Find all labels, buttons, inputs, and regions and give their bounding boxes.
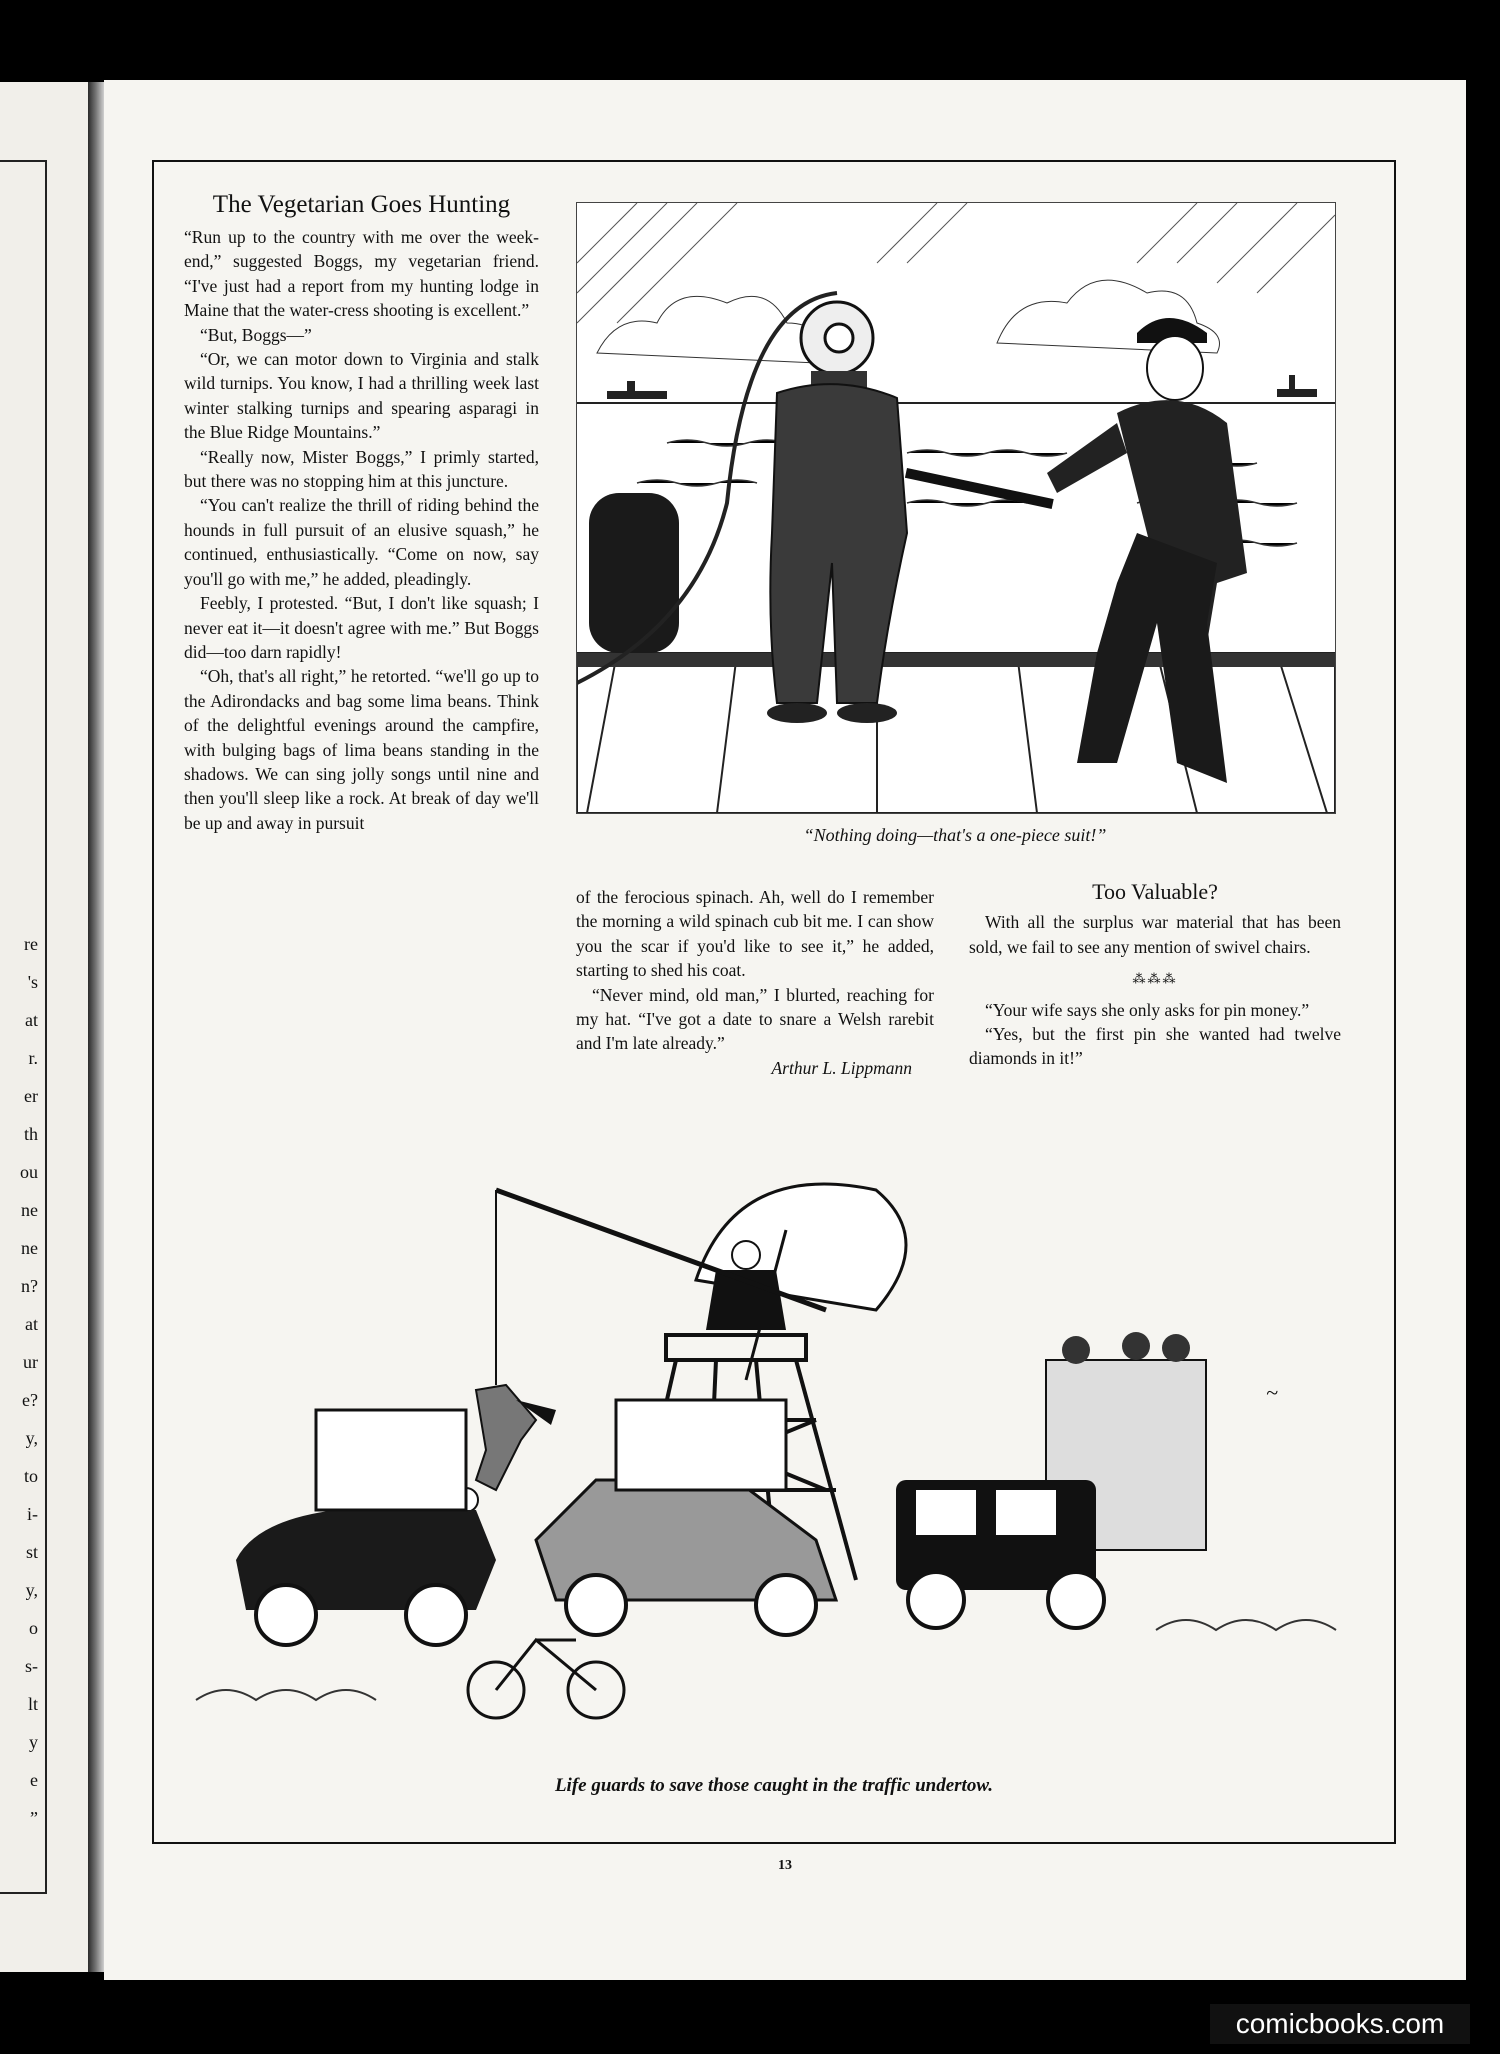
left-page-fragment: at xyxy=(25,1314,38,1334)
left-page-fragment: r. xyxy=(28,1048,38,1068)
hooked-man xyxy=(454,1385,556,1512)
left-page-fragment: y, xyxy=(25,1580,38,1600)
left-page-fragment: i- xyxy=(27,1504,38,1524)
paragraph: “Or, we can motor down to Virginia and stalk wild turnips. You know, I had a thrilling week last winter stalking turnips and spearing asparagi in the Blue Ridge Mountains.” xyxy=(184,349,539,443)
paragraph: “Run up to the country with me over the week-end,” suggested Boggs, my vegetarian friend. “I've just had a report from my hunting lodge in Maine that the water-cress shooting is excellent.” xyxy=(184,227,539,321)
left-page-fragment: at xyxy=(25,1010,38,1030)
left-page-fragment: ne xyxy=(21,1238,38,1258)
page-number: 13 xyxy=(778,1858,792,1873)
left-page-fragment: ur xyxy=(23,1352,38,1372)
article-column-2-text xyxy=(576,885,934,1056)
diver-cartoon xyxy=(576,202,1336,814)
paragraph: “Yes, but the first pin she wanted had twelve diamonds in it!” xyxy=(969,1024,1341,1069)
paragraph: “Never mind, old man,” I blurted, reaching for my hat. “I've got a date to snare a Welsh rarebit and I'm late already.” xyxy=(576,984,934,1054)
pier-deck xyxy=(577,653,1335,813)
diver-cartoon-drawing xyxy=(577,203,1335,813)
article-title-too-valuable: Too Valuable? xyxy=(1092,879,1218,904)
book-spine xyxy=(88,82,104,1972)
left-page-fragment: 's xyxy=(27,972,38,992)
article-column-2 xyxy=(576,885,934,1080)
left-page-fragment: ou xyxy=(20,1162,38,1182)
paragraph: “Really now, Mister Boggs,” I primly started, but there was no stopping him at this juncture. xyxy=(184,446,539,492)
traffic-cartoon-caption: Life guards to save those caught in the traffic undertow. xyxy=(554,1775,994,1796)
left-page-fragment: n? xyxy=(21,1276,38,1296)
article-too-valuable xyxy=(969,880,1341,1071)
paragraph: “But, Boggs—” xyxy=(200,324,312,345)
cloud xyxy=(597,296,819,363)
section-separator: ⁂⁂⁂ xyxy=(1132,971,1178,987)
left-page-fragment: e xyxy=(30,1770,38,1790)
paragraph: “You can't realize the thrill of riding behind the hounds in full pursuit of an elusive squash,” he continued, enthusiastically. “Come on now, say you'll go with me,” he added, pleadingly. xyxy=(184,495,539,589)
paragraph: “Oh, that's all right,” he retorted. “we'll go up to the Adirondacks and bag some lima beans. Think of the delightful evenings around the campfire, with bulging bags of lima beans standing in the shadows. We can sing jolly songs until nine and then you'll sleep like a rock. At break of day we'll be up and away in pursuit xyxy=(184,666,539,833)
left-page-edge xyxy=(0,82,91,1972)
article-title: The Vegetarian Goes Hunting xyxy=(212,191,511,218)
traffic-cars xyxy=(236,1400,1104,1645)
traffic-cartoon-drawing xyxy=(176,1160,1372,1780)
left-page-fragment: ne xyxy=(21,1200,38,1220)
left-page-fragment: s- xyxy=(25,1656,38,1676)
traffic-cartoon xyxy=(176,1160,1372,1810)
left-page-fragment: o xyxy=(29,1618,38,1638)
artist-signature: ~ xyxy=(1266,1380,1278,1405)
left-page-fragment: th xyxy=(23,1124,38,1144)
magazine-page xyxy=(104,80,1466,1980)
left-page-fragment: lt xyxy=(27,1694,38,1714)
bollard xyxy=(589,493,679,653)
left-page-fragment: y xyxy=(29,1732,38,1752)
paragraph: of the ferocious spinach. Ah, well do I remember the morning a wild spinach cub bit me. I can show you the scar if you'd like to see it,” he added, starting to shed his coat. xyxy=(576,887,934,981)
watermark: comicbooks.com xyxy=(1210,2004,1470,2044)
article-vegetarian xyxy=(184,190,539,835)
article-column-1 xyxy=(184,225,539,835)
left-page-fragment: er xyxy=(24,1086,38,1106)
paragraph: With all the surplus war material that has been sold, we fail to see any mention of swivel chairs. xyxy=(969,912,1341,957)
paragraph: “Your wife says she only asks for pin money.” xyxy=(985,999,1310,1020)
left-page-fragment: e? xyxy=(22,1390,38,1410)
left-page-fragment: ” xyxy=(30,1808,38,1828)
left-page-fragment: re xyxy=(24,934,38,954)
left-page-fragment: st xyxy=(25,1542,38,1562)
left-page-fragment: to xyxy=(23,1466,38,1486)
byline: Arthur L. Lippmann xyxy=(771,1057,912,1078)
left-page-fragment: y, xyxy=(25,1428,38,1448)
paragraph: Feebly, I protested. “But, I don't like squash; I never eat it—it doesn't agree with me.” But Boggs did—too darn rapidly! xyxy=(184,593,539,662)
bicycle xyxy=(468,1640,624,1718)
diver-cartoon-caption: “Nothing doing—that's a one-piece suit!” xyxy=(803,825,1107,845)
